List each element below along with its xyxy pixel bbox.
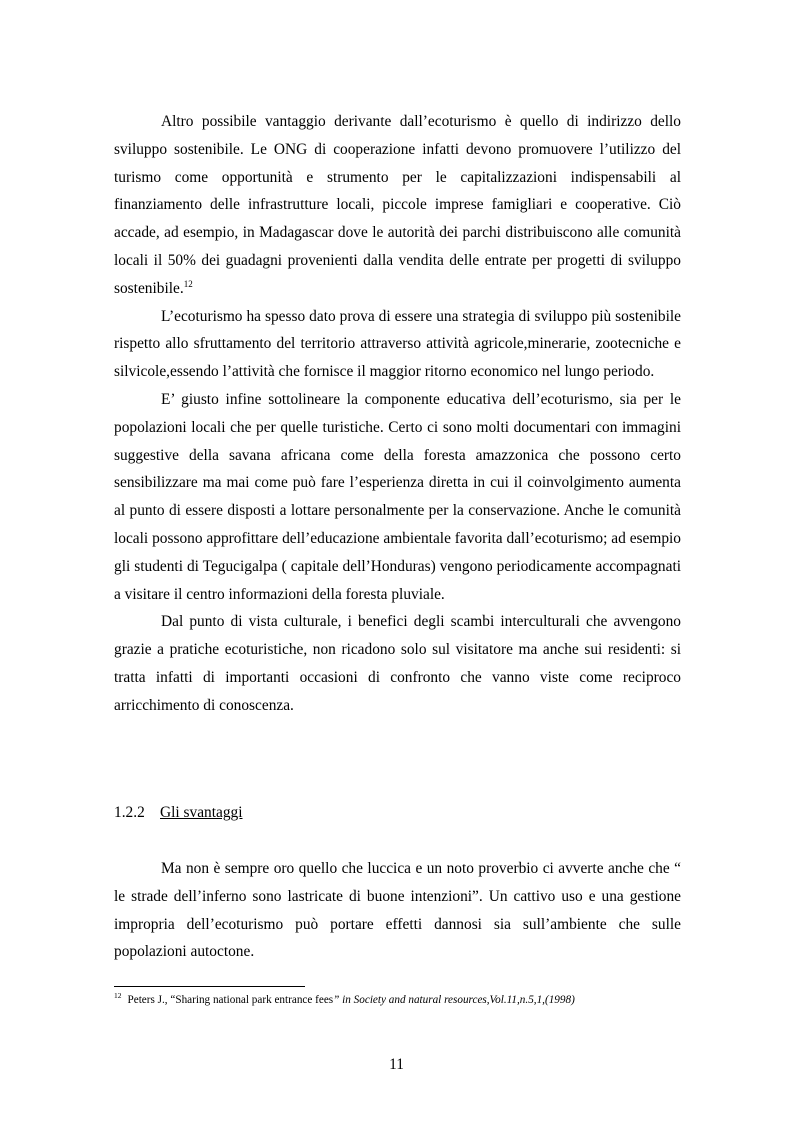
paragraph-educational-component [114,386,681,608]
paragraph-ecotourism-sustainable-development [114,108,681,303]
section-title: Gli svantaggi [160,804,243,821]
footnote-number: 12 [114,991,122,1001]
page-number: 11 [389,1056,404,1073]
footnote-reference: 12 [183,278,193,289]
paragraph-text: E’ giusto infine sottolineare la componente educativa dell’ecoturismo, sia per le popolazioni locali che per quelle turistiche. Certo ci sono molti documentari con immagini suggestive della savana africana come della foresta amazzonica che possono certo sensibilizzare ma mai come può fare l’esperienza diretta in cui il coinvolgimento aumenta al punto di essere disposti a lottare personalmente per la conservazione. Anche le comunità locali possono approfittare dell’educazione ambientale favorita dall’ecoturismo; ad esempio gli studenti di Tegucigalpa ( capitale dell’Honduras) vengono periodicamente accompagnati a visitare il centro informazioni della foresta pluviale. [114,390,681,603]
paragraph-text: Dal punto di vista culturale, i benefici degli scambi interculturali che avvengono grazie a pratiche ecoturistiche, non ricadono solo sul visitatore ma anche sui residenti: si tratta infatti di importanti occasioni di confronto che vanno viste come reciproco arricchimento di conoscenza. [114,613,681,714]
paragraph-disadvantages-intro [114,855,681,966]
main-text-block [114,108,681,720]
footnote [114,992,681,1008]
footnote-separator [114,986,305,987]
paragraph-cultural-benefits [114,608,681,719]
footnote-source: ” in Society and natural resources,Vol.11,n.5,1,(1998) [333,994,575,1006]
section-heading [114,803,243,823]
paragraph-text: Altro possibile vantaggio derivante dall’ecoturismo è quello di indirizzo dello sviluppo sostenibile. Le ONG di cooperazione infatti devono promuovere l’utilizzo del turismo come opportunità e strumento per le capitalizzazioni indispensabili al finanziamento delle infrastrutture locali, piccole imprese famigliari e cooperative. Ciò accade, ad esempio, in Madagascar dove le autorità dei parchi distribuiscono alle comunità locali il 50% dei guadagni provenienti dalla vendita delle entrate per progetti di sviluppo sostenibile. [114,113,681,297]
section-number: 1.2.2 [114,804,145,821]
footnote-author: Peters J., “Sharing national park entrance fees [127,994,334,1006]
paragraph-sustainable-strategy [114,303,681,386]
paragraph-text: L’ecoturismo ha spesso dato prova di essere una strategia di sviluppo più sostenibile rispetto allo sfruttamento del territorio attraverso attività agricole,minerarie, zootecniche e silvicole,essendo l’attività che fornisce il maggior ritorno economico nel lungo periodo. [114,307,681,381]
section-text-block [114,855,681,966]
paragraph-text: Ma non è sempre oro quello che luccica e un noto proverbio ci avverte anche che “ le strade dell’inferno sono lastricate di buone intenzioni”. Un cattivo uso e una gestione impropria dell’ecoturismo può portare effetti dannosi sia sull’ambiente che sulle popolazioni autoctone. [114,860,681,961]
